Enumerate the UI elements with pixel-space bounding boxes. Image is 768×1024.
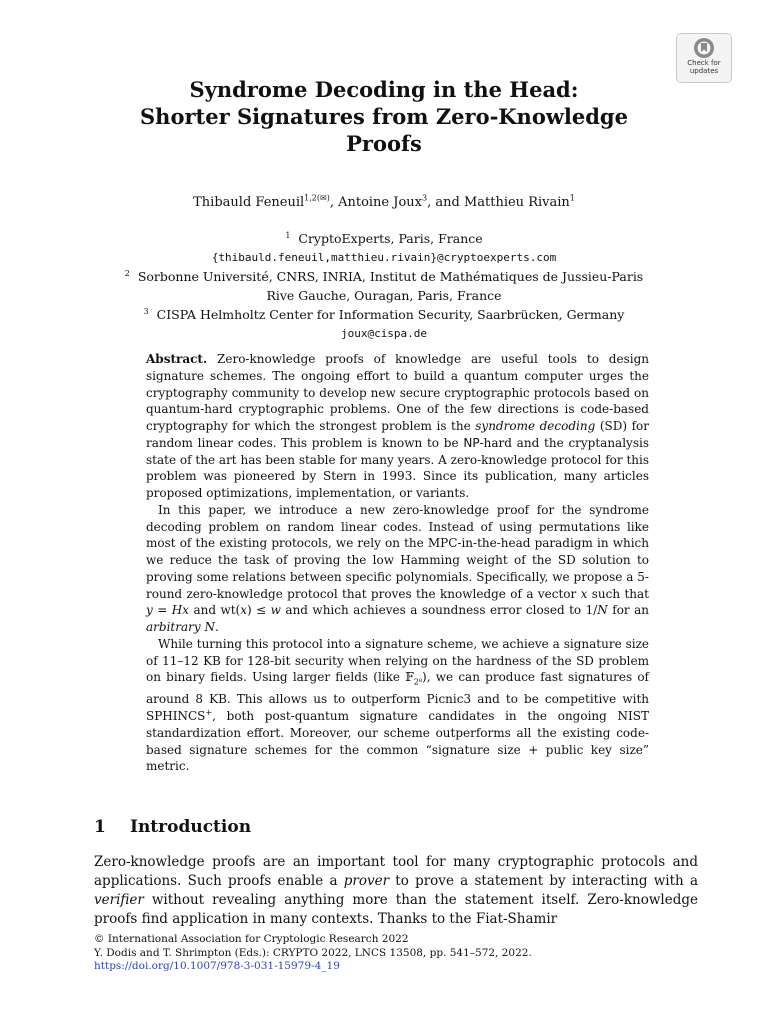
copyright-footnote bbox=[94, 933, 714, 974]
affiliation-1-number: 1 bbox=[285, 230, 291, 240]
author-separator-2: , and Matthieu Rivain bbox=[427, 195, 570, 210]
math-expr: y = Hx bbox=[146, 603, 189, 618]
abstract-emphasis: arbitrary N bbox=[146, 620, 215, 634]
affiliation-1-email[interactable]: {thibauld.feneuil,matthieu.rivain}@cryptoexperts.com bbox=[211, 251, 557, 264]
np-class: NP bbox=[463, 435, 480, 450]
author-3-affil: 1 bbox=[569, 193, 575, 203]
abstract-text: , both post-quantum signature candidates in the ongoing NIST standardization effort. Moreover, our scheme outperforms all the existing code-based signature schemes for the common “signature size + public key size” metric. bbox=[146, 709, 649, 774]
bookmark-icon bbox=[692, 37, 716, 59]
abstract-text: ) ≤ bbox=[247, 603, 271, 618]
title-line-1: Syndrome Decoding in the Head: bbox=[189, 77, 579, 102]
abstract-text: and which achieves a soundness error closed to 1/ bbox=[280, 603, 598, 618]
abstract-paragraph-2 bbox=[146, 502, 649, 636]
badge-text-line2: updates bbox=[689, 67, 719, 75]
section-heading bbox=[94, 817, 251, 837]
intro-emphasis: verifier bbox=[94, 892, 144, 908]
title-line-2: Shorter Signatures from Zero-Knowledge bbox=[140, 104, 628, 129]
abstract-text: Zero-knowledge proofs of knowledge are useful tools to design signature schemes. The ongoing effort to build a quantum computer urges the cryptography community to develop new secure cryptographic protocols based on quantum-hard cryptographic problems. One of the few directions is code-based cryptography for which the strongest problem is the bbox=[146, 352, 649, 433]
affiliation-3-text: CISPA Helmholtz Center for Information Security, Saarbrücken, Germany bbox=[156, 307, 625, 322]
math-var: N bbox=[597, 603, 608, 618]
abstract-text: -hard and the cryptanalysis state of the art has been stable for many years. A zero-knowledge protocol for this problem was pioneered by Stern in 1993. Since its publication, many articles proposed optimizations, implementation, or variants. bbox=[146, 435, 649, 500]
paper-title bbox=[84, 76, 684, 157]
affiliation-3-email[interactable]: joux@cispa.de bbox=[340, 327, 428, 340]
intro-text: Zero-knowledge proofs are an important tool for many cryptographic protocols and applications. Such proofs enable a bbox=[94, 854, 698, 889]
intro-paragraph bbox=[94, 853, 698, 929]
footnote-citation: Y. Dodis and T. Shrimpton (Eds.): CRYPTO 2022, LNCS 13508, pp. 541–572, 2022. bbox=[94, 946, 532, 959]
author-1-affil: 1,2(✉) bbox=[304, 193, 330, 203]
math-subscript: 2⁸ bbox=[413, 677, 423, 687]
math-var: x bbox=[240, 603, 248, 618]
math-superscript: + bbox=[205, 708, 213, 718]
abstract-text: While turning this protocol into a signature scheme, we achieve a signature size of 11–12 KB for 128-bit security when relying on the hardness of the SD problem on binary fields. Using larger fields (like bbox=[146, 636, 649, 685]
math-field: 𝔽 bbox=[405, 670, 414, 685]
author-separator-1: , Antoine Joux bbox=[329, 195, 423, 210]
abstract-emphasis: syndrome decoding bbox=[475, 419, 596, 433]
affiliation-2-number: 2 bbox=[124, 268, 130, 278]
title-line-3: Proofs bbox=[346, 131, 422, 156]
abstract-text: for an bbox=[607, 603, 649, 618]
section-number: 1 bbox=[94, 817, 106, 837]
intro-text: to prove a statement by interacting with a bbox=[389, 873, 699, 889]
math-var: x bbox=[580, 586, 588, 601]
footnote-copyright: © International Association for Cryptologic Research 2022 bbox=[94, 933, 409, 945]
abstract-text: In this paper, we introduce a new zero-knowledge proof for the syndrome decoding problem on random linear codes. Instead of using permutations like most of the existing protocols, we rely on the MPC-in-the-head paradigm in which we reduce the task of proving the low Hamming weight of the SD solution to proving some relations between specific polynomials. Specifically, we propose a 5-round zero-knowledge protocol that proves the knowledge of a vector bbox=[146, 502, 649, 601]
math-var: w bbox=[270, 603, 281, 618]
intro-emphasis: prover bbox=[343, 873, 390, 889]
section-title: Introduction bbox=[130, 817, 252, 837]
abstract-text: and wt( bbox=[188, 603, 241, 618]
author-1: Thibauld Feneuil bbox=[193, 195, 305, 210]
affiliation-1-text: CryptoExperts, Paris, France bbox=[298, 231, 483, 246]
affiliation-3 bbox=[84, 305, 684, 324]
affiliation-2-cont: Rive Gauche, Ouragan, Paris, France bbox=[266, 288, 502, 303]
badge-text-line1: Check for bbox=[687, 59, 721, 67]
intro-text: without revealing anything more than the statement itself. Zero-knowledge proofs find application in many contexts. Thanks to the Fiat-Shamir bbox=[94, 892, 698, 927]
abstract bbox=[146, 351, 649, 775]
check-for-updates-badge[interactable] bbox=[676, 33, 732, 83]
affiliation-3-number: 3 bbox=[143, 306, 149, 316]
affiliation-1 bbox=[84, 229, 684, 248]
affiliations bbox=[84, 229, 684, 343]
author-list bbox=[84, 193, 684, 213]
abstract-paragraph-1 bbox=[146, 351, 649, 502]
abstract-text: (SD) for random linear codes. This problem is known to be bbox=[146, 419, 650, 450]
doi-link[interactable]: https://doi.org/10.1007/978-3-031-15979-4_19 bbox=[94, 960, 340, 972]
abstract-text: such that bbox=[587, 586, 649, 601]
abstract-text: . bbox=[214, 620, 219, 634]
abstract-label: Abstract. bbox=[146, 352, 208, 366]
abstract-paragraph-3 bbox=[146, 636, 649, 775]
affiliation-2 bbox=[84, 267, 684, 286]
author-2-affil: 3 bbox=[422, 193, 428, 203]
affiliation-2-text: Sorbonne Université, CNRS, INRIA, Institut de Mathématiques de Jussieu-Paris bbox=[137, 269, 644, 284]
abstract-text: ), we can produce fast signatures of around 8 KB. This allows us to outperform Picnic3 and to be competitive with SPHINCS bbox=[146, 670, 649, 724]
